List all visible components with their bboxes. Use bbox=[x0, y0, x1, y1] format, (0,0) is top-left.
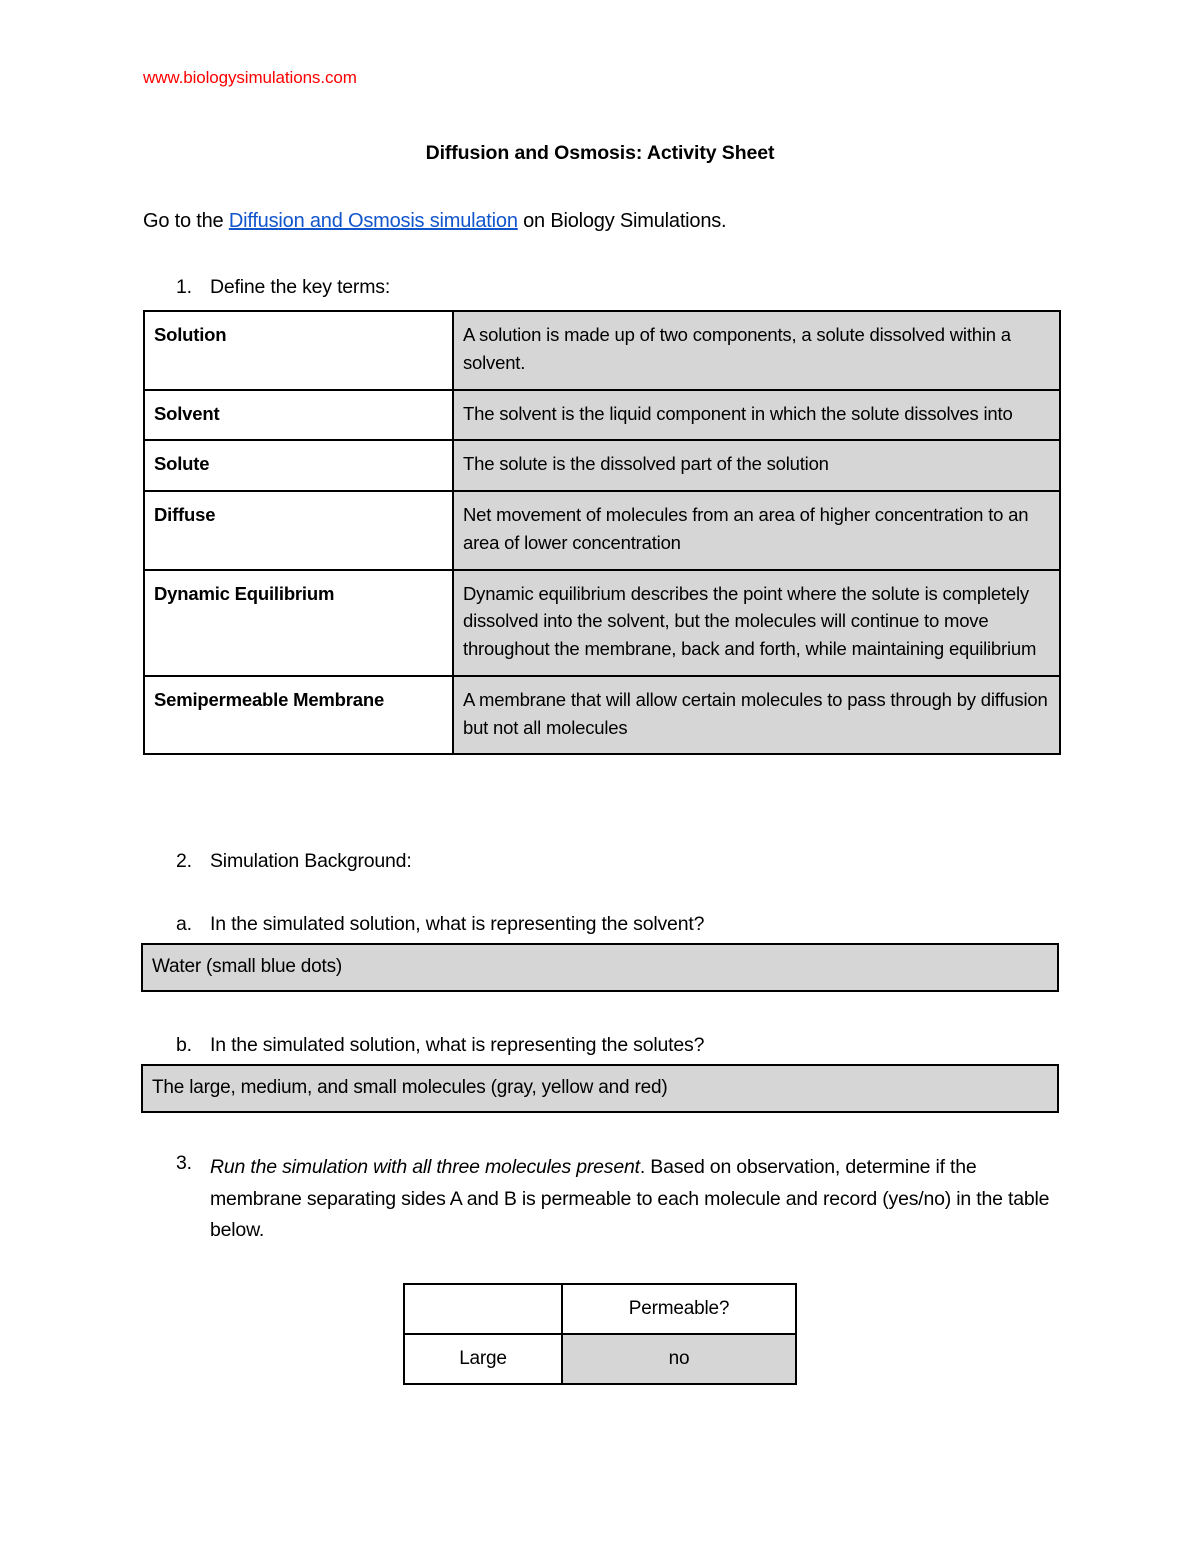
question-3-italic-text: Run the simulation with all three molecules present bbox=[210, 1156, 640, 1178]
question-2a-marker: a. bbox=[176, 913, 192, 935]
site-url-text: www.biologysimulations.com bbox=[143, 68, 357, 87]
molecule-size-label: Large bbox=[404, 1334, 562, 1384]
table-row bbox=[144, 676, 1060, 755]
question-3 bbox=[176, 1152, 1066, 1247]
permeable-answer-cell[interactable]: no bbox=[562, 1334, 796, 1384]
permeable-table bbox=[403, 1283, 797, 1385]
permeable-header-label: Permeable? bbox=[562, 1284, 796, 1334]
definition-cell: Dynamic equilibrium describes the point where the solute is completely dissolved into the solvent, but the molecules will continue to move throughout the membrane, back and forth, while maintaining equilibrium bbox=[453, 570, 1060, 676]
table-row bbox=[144, 390, 1060, 441]
term-cell: Solvent bbox=[144, 390, 453, 441]
question-1 bbox=[176, 276, 390, 299]
term-cell: Semipermeable Membrane bbox=[144, 676, 453, 755]
question-1-text: Define the key terms: bbox=[210, 276, 391, 298]
question-3-marker: 3. bbox=[176, 1152, 192, 1174]
question-2b-marker: b. bbox=[176, 1034, 192, 1056]
term-cell: Dynamic Equilibrium bbox=[144, 570, 453, 676]
definition-cell: A solution is made up of two components, a solute dissolved within a solvent. bbox=[453, 311, 1060, 390]
table-row bbox=[144, 440, 1060, 491]
question-1-marker: 1. bbox=[176, 276, 192, 298]
answer-box-solvent[interactable]: Water (small blue dots) bbox=[141, 943, 1059, 992]
table-header-row bbox=[404, 1284, 796, 1334]
question-2a-text: In the simulated solution, what is representing the solvent? bbox=[210, 913, 705, 935]
answer-box-solutes[interactable]: The large, medium, and small molecules (gray, yellow and red) bbox=[141, 1064, 1059, 1113]
definition-cell: The solvent is the liquid component in which the solute dissolves into bbox=[453, 390, 1060, 441]
permeable-header-blank bbox=[404, 1284, 562, 1334]
term-cell: Diffuse bbox=[144, 491, 453, 570]
question-2a bbox=[176, 913, 704, 936]
definition-cell: Net movement of molecules from an area of higher concentration to an area of lower concentration bbox=[453, 491, 1060, 570]
intro-suffix: on Biology Simulations. bbox=[523, 210, 727, 232]
simulation-link[interactable]: Diffusion and Osmosis simulation bbox=[228, 210, 518, 232]
question-2-text: Simulation Background: bbox=[210, 850, 412, 872]
question-3-text bbox=[210, 1152, 1066, 1247]
definition-cell: The solute is the dissolved part of the solution bbox=[453, 440, 1060, 491]
question-3-rest-text: . Based on observation, determine if the membrane separating sides A and B is permeable to each molecule and record (yes/no) in the table below. bbox=[210, 1156, 1050, 1242]
table-row bbox=[144, 311, 1060, 390]
question-2-marker: 2. bbox=[176, 850, 192, 872]
question-2b bbox=[176, 1034, 704, 1057]
term-cell: Solute bbox=[144, 440, 453, 491]
definition-cell: A membrane that will allow certain molecules to pass through by diffusion but not all molecules bbox=[453, 676, 1060, 755]
page-title: Diffusion and Osmosis: Activity Sheet bbox=[425, 142, 775, 164]
table-row bbox=[144, 491, 1060, 570]
key-terms-table bbox=[143, 310, 1061, 755]
question-2 bbox=[176, 850, 412, 873]
term-cell: Solution bbox=[144, 311, 453, 390]
table-row bbox=[144, 570, 1060, 676]
intro-prefix: Go to the bbox=[143, 210, 224, 232]
question-2b-text: In the simulated solution, what is representing the solutes? bbox=[210, 1034, 705, 1056]
table-row bbox=[404, 1334, 796, 1384]
intro-sentence bbox=[143, 210, 726, 233]
